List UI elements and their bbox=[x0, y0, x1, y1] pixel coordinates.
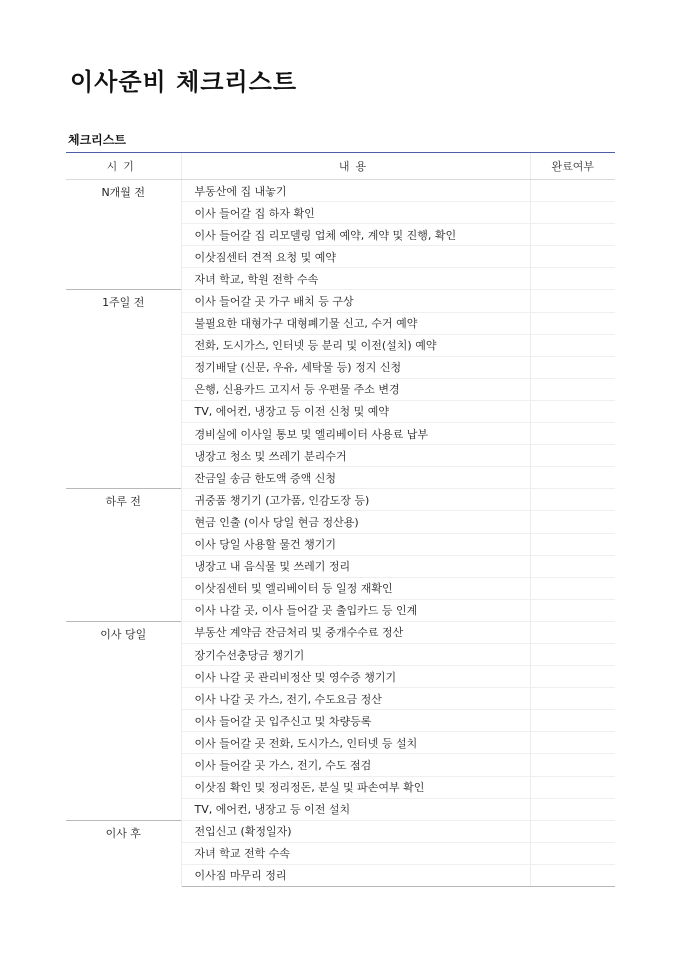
task-cell: TV, 에어컨, 냉장고 등 이전 설치 bbox=[181, 798, 530, 820]
task-cell: 귀중품 챙기기 (고가품, 인감도장 등) bbox=[181, 489, 530, 511]
done-cell[interactable] bbox=[530, 842, 615, 864]
done-cell[interactable] bbox=[530, 180, 615, 202]
done-cell[interactable] bbox=[530, 400, 615, 422]
period-cell: 하루 전 bbox=[66, 489, 181, 622]
task-cell: 부동산에 집 내놓기 bbox=[181, 180, 530, 202]
done-cell[interactable] bbox=[530, 290, 615, 312]
done-cell[interactable] bbox=[530, 202, 615, 224]
task-cell: 이사 들어갈 곳 전화, 도시가스, 인터넷 등 설치 bbox=[181, 732, 530, 754]
task-cell: 장기수선충당금 챙기기 bbox=[181, 643, 530, 665]
period-cell: 1주일 전 bbox=[66, 290, 181, 489]
done-cell[interactable] bbox=[530, 467, 615, 489]
task-cell: 전입신고 (확정일자) bbox=[181, 820, 530, 842]
done-cell[interactable] bbox=[530, 334, 615, 356]
done-cell[interactable] bbox=[530, 555, 615, 577]
done-cell[interactable] bbox=[530, 776, 615, 798]
task-cell: 자녀 학교 전학 수속 bbox=[181, 842, 530, 864]
header-done: 완료여부 bbox=[530, 153, 615, 180]
task-cell: 현금 인출 (이사 당일 현금 정산용) bbox=[181, 511, 530, 533]
done-cell[interactable] bbox=[530, 533, 615, 555]
task-cell: 이사 나갈 곳 가스, 전기, 수도요금 정산 bbox=[181, 688, 530, 710]
task-cell: 이사 들어갈 집 하자 확인 bbox=[181, 202, 530, 224]
done-cell[interactable] bbox=[530, 666, 615, 688]
done-cell[interactable] bbox=[530, 224, 615, 246]
task-cell: 이사 나갈 곳 관리비정산 및 영수증 챙기기 bbox=[181, 666, 530, 688]
table-row bbox=[66, 180, 615, 202]
done-cell[interactable] bbox=[530, 621, 615, 643]
header-row bbox=[66, 153, 615, 180]
task-cell: 전화, 도시가스, 인터넷 등 분리 및 이전(설치) 예약 bbox=[181, 334, 530, 356]
task-cell: 냉장고 청소 및 쓰레기 분리수거 bbox=[181, 445, 530, 467]
task-cell: 냉장고 내 음식물 및 쓰레기 정리 bbox=[181, 555, 530, 577]
header-content: 내용 bbox=[181, 153, 530, 180]
table-row bbox=[66, 290, 615, 312]
task-cell: 이사 들어갈 곳 가스, 전기, 수도 점검 bbox=[181, 754, 530, 776]
done-cell[interactable] bbox=[530, 820, 615, 842]
done-cell[interactable] bbox=[530, 688, 615, 710]
task-cell: TV, 에어컨, 냉장고 등 이전 신청 및 예약 bbox=[181, 400, 530, 422]
period-cell: 이사 후 bbox=[66, 820, 181, 886]
done-cell[interactable] bbox=[530, 710, 615, 732]
task-cell: 이사 당일 사용할 물건 챙기기 bbox=[181, 533, 530, 555]
done-cell[interactable] bbox=[530, 356, 615, 378]
task-cell: 은행, 신용카드 고지서 등 우편물 주소 변경 bbox=[181, 378, 530, 400]
done-cell[interactable] bbox=[530, 246, 615, 268]
done-cell[interactable] bbox=[530, 864, 615, 886]
table-row bbox=[66, 621, 615, 643]
table-row bbox=[66, 489, 615, 511]
done-cell[interactable] bbox=[530, 445, 615, 467]
task-cell: 잔금일 송금 한도액 증액 신청 bbox=[181, 467, 530, 489]
header-period: 시기 bbox=[66, 153, 181, 180]
task-cell: 이삿짐센터 및 엘리베이터 등 일정 재확인 bbox=[181, 577, 530, 599]
checklist-table bbox=[66, 152, 615, 887]
task-cell: 이사 들어갈 곳 가구 배치 등 구상 bbox=[181, 290, 530, 312]
period-cell: N개월 전 bbox=[66, 180, 181, 290]
done-cell[interactable] bbox=[530, 423, 615, 445]
task-cell: 이사 들어갈 집 리모델링 업체 예약, 계약 및 진행, 확인 bbox=[181, 224, 530, 246]
done-cell[interactable] bbox=[530, 754, 615, 776]
done-cell[interactable] bbox=[530, 268, 615, 290]
task-cell: 이삿짐 확인 및 정리정돈, 분실 및 파손여부 확인 bbox=[181, 776, 530, 798]
done-cell[interactable] bbox=[530, 489, 615, 511]
task-cell: 경비실에 이사일 통보 및 엘리베이터 사용료 납부 bbox=[181, 423, 530, 445]
done-cell[interactable] bbox=[530, 378, 615, 400]
done-cell[interactable] bbox=[530, 643, 615, 665]
table-body bbox=[66, 180, 615, 887]
task-cell: 불필요한 대형가구 대형폐기물 신고, 수거 예약 bbox=[181, 312, 530, 334]
task-cell: 정기배달 (신문, 우유, 세탁물 등) 정지 신청 bbox=[181, 356, 530, 378]
task-cell: 이사 나갈 곳, 이사 들어갈 곳 출입카드 등 인계 bbox=[181, 599, 530, 621]
task-cell: 자녀 학교, 학원 전학 수속 bbox=[181, 268, 530, 290]
done-cell[interactable] bbox=[530, 312, 615, 334]
done-cell[interactable] bbox=[530, 577, 615, 599]
done-cell[interactable] bbox=[530, 732, 615, 754]
table-header bbox=[66, 153, 615, 180]
done-cell[interactable] bbox=[530, 599, 615, 621]
task-cell: 이사 들어갈 곳 입주신고 및 차량등록 bbox=[181, 710, 530, 732]
section-title: 체크리스트 bbox=[68, 133, 126, 147]
task-cell: 이사짐 마무리 정리 bbox=[181, 864, 530, 886]
task-cell: 이삿짐센터 견적 요청 및 예약 bbox=[181, 246, 530, 268]
done-cell[interactable] bbox=[530, 798, 615, 820]
task-cell: 부동산 계약금 잔금처리 및 중개수수료 정산 bbox=[181, 621, 530, 643]
done-cell[interactable] bbox=[530, 511, 615, 533]
page-title: 이사준비 체크리스트 bbox=[70, 68, 298, 96]
period-cell: 이사 당일 bbox=[66, 621, 181, 820]
table-row bbox=[66, 820, 615, 842]
